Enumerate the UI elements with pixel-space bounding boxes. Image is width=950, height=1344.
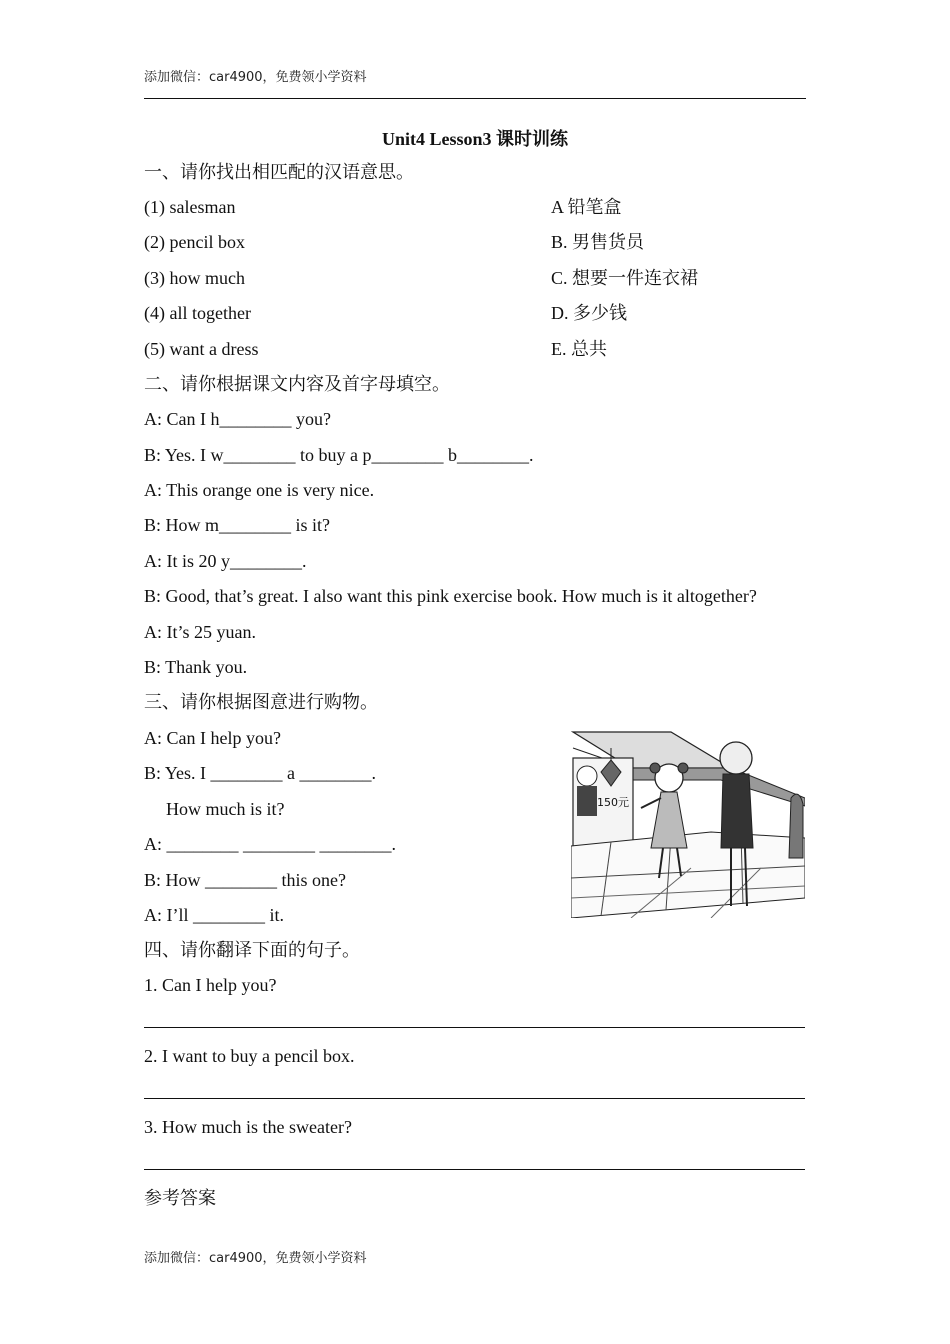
answer-line[interactable]	[144, 1169, 805, 1170]
dialogue-line: B: Yes. I w________ to buy a p________ b________.	[144, 445, 534, 465]
match-item-left: (3) how much	[144, 268, 245, 288]
dialogue-line: A: Can I h________ you?	[144, 409, 331, 429]
worksheet-title: Unit4 Lesson3 课时训练	[381, 129, 569, 149]
translation-item: 1. Can I help you?	[144, 975, 277, 995]
dialogue-line: A: It’s 25 yuan.	[144, 622, 256, 642]
dialogue-line: B: How m________ is it?	[144, 515, 331, 535]
dialogue-line: B: How ________ this one?	[144, 870, 346, 890]
header-rule	[144, 98, 806, 99]
section3-heading: 三、请你根据图意进行购物。	[144, 692, 378, 712]
match-item-right: C. 想要一件连衣裙	[551, 268, 699, 288]
shopping-illustration	[571, 728, 805, 918]
dialogue-line: A: It is 20 y________.	[144, 551, 307, 571]
dialogue-line: B: Thank you.	[144, 657, 248, 677]
match-item-left: (1) salesman	[144, 197, 236, 217]
section1-heading: 一、请你找出相匹配的汉语意思。	[144, 162, 414, 182]
section2-heading: 二、请你根据课文内容及首字母填空。	[144, 374, 450, 394]
page-footer: 添加微信：car4900，免费领小学资料	[144, 1251, 367, 1266]
translation-item: 3. How much is the sweater?	[144, 1117, 352, 1137]
dialogue-line: A: This orange one is very nice.	[144, 480, 375, 500]
dialogue-line: B: Yes. I ________ a ________.	[144, 763, 377, 783]
match-item-left: (4) all together	[144, 303, 251, 323]
match-item-left: (5) want a dress	[144, 339, 259, 359]
dialogue-line: A: Can I help you?	[144, 728, 281, 748]
translation-item: 2. I want to buy a pencil box.	[144, 1046, 355, 1066]
match-item-right: B. 男售货员	[551, 232, 645, 252]
dialogue-line: How much is it?	[166, 799, 285, 819]
answer-line[interactable]	[144, 1098, 805, 1099]
section4-heading: 四、请你翻译下面的句子。	[144, 940, 360, 960]
dialogue-line: A: I’ll ________ it.	[144, 905, 284, 925]
page-header: 添加微信：car4900，免费领小学资料	[144, 70, 367, 85]
answers-heading: 参考答案	[144, 1188, 216, 1208]
answer-line[interactable]	[144, 1027, 805, 1028]
dialogue-line: B: Good, that’s great. I also want this pink exercise book. How much is it altogether?	[144, 586, 757, 606]
match-item-left: (2) pencil box	[144, 232, 245, 252]
match-item-right: E. 总共	[551, 339, 607, 359]
match-item-right: D. 多少钱	[551, 303, 627, 323]
dialogue-line: A: ________ ________ ________.	[144, 834, 396, 854]
match-item-right: A 铅笔盒	[551, 197, 622, 217]
price-tag-text: 150元	[597, 796, 629, 809]
